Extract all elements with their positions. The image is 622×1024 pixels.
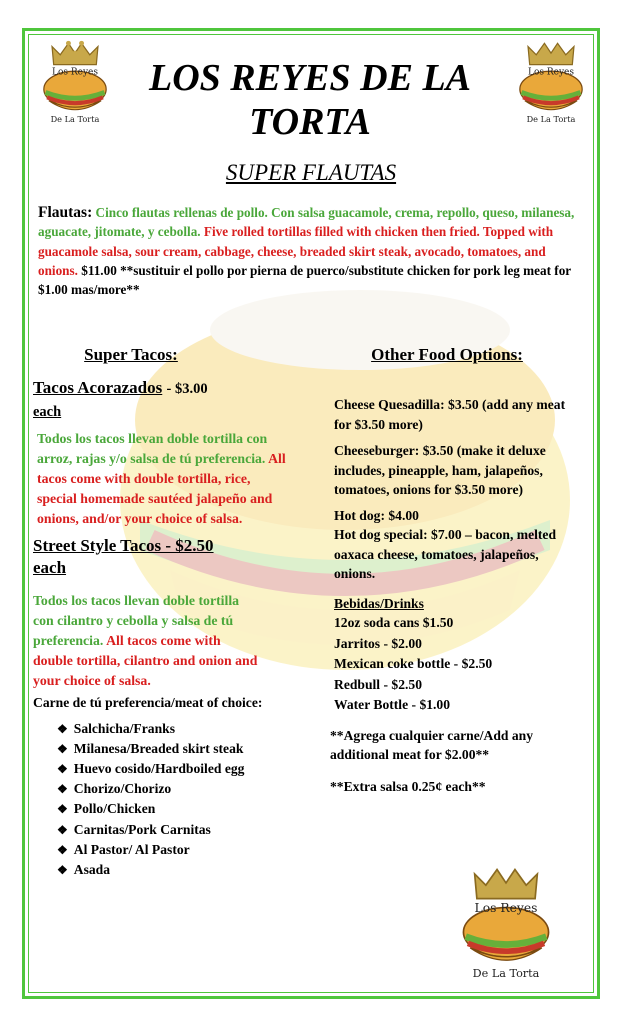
list-item: ❖ Carnitas/Pork Carnitas <box>57 820 293 840</box>
add-meat-note: **Agrega cualquier carne/Add any additional meat for $2.00** <box>330 727 534 762</box>
list-item: Jarritos - $2.00 <box>334 635 422 651</box>
section-subtitle: SUPER FLAUTAS <box>225 160 397 185</box>
other-food-column <box>330 345 590 796</box>
acorazados-price: - $3.00 <box>166 381 208 397</box>
svg-text:Los Reyes: Los Reyes <box>474 901 538 916</box>
list-item: ❖ Salchicha/Franks <box>57 719 293 739</box>
logo-bottom-right <box>450 862 562 980</box>
logo-top-left <box>34 38 116 124</box>
acorazados-description <box>33 429 289 529</box>
street-heading <box>33 535 293 579</box>
super-tacos-heading: Super Tacos: <box>84 345 178 364</box>
svg-text:De La Torta: De La Torta <box>472 967 540 980</box>
flautas-price: $11.00 **sustituir el pollo por pierna de puerco/substitute chicken for pork leg meat for $1.00 mas/more** <box>38 262 571 298</box>
list-item: ❖ Milanesa/Breaded skirt steak <box>57 739 293 759</box>
flautas-english: Five rolled tortillas filled with chicken then fried. Topped with guacamole salsa, sour cream, cabbage, cheese, breaded skirt steak, avocado, tomatoes, and onions. <box>38 224 554 278</box>
street-name: Street Style Tacos - $2.50 <box>33 536 214 555</box>
extra-salsa-note: **Extra salsa 0.25¢ each** <box>330 778 486 794</box>
list-item: ❖ Pollo/Chicken <box>57 799 293 819</box>
list-item: 12oz soda cans $1.50 <box>334 615 454 630</box>
logo-text-bottom: De La Torta <box>50 114 100 124</box>
acorazados-name: Tacos Acorazados <box>33 378 163 397</box>
super-tacos-column <box>33 345 293 880</box>
drinks-heading: Bebidas/Drinks <box>334 595 424 611</box>
logo-top-right <box>510 38 592 124</box>
street-description <box>33 591 261 691</box>
page-title: LOS REYES DE LA TORTA <box>148 57 472 143</box>
flautas-description <box>38 203 584 299</box>
meat-intro: Carne de tú preferencia/meat of choice: <box>33 695 263 710</box>
street-english: All tacos come with double tortilla, cilantro and onion and your choice of salsa. <box>33 633 258 688</box>
street-spanish: Todos los tacos llevan doble tortilla con cilantro y cebolla y salsa de tú preferencia. <box>33 593 240 648</box>
list-item: Water Bottle - $1.00 <box>334 697 451 712</box>
flautas-spanish: Cinco flautas rellenas de pollo. Con salsa guacamole, crema, repollo, queso, milanesa, aguacate, jitomate, y cebolla. <box>38 205 575 240</box>
drinks-list <box>330 613 590 716</box>
acorazados-english: All tacos come with double tortilla, rice, special homemade sautéed jalapeño and onions, and/or your choice of salsa. <box>37 451 286 526</box>
quesadilla-item: Cheese Quesadilla: $3.50 (add any meat for $3.50 more) <box>334 397 566 432</box>
meat-list <box>33 719 293 881</box>
list-item: ❖ Chorizo/Chorizo <box>57 779 293 799</box>
acorazados-each: each <box>33 404 62 420</box>
acorazados-heading <box>33 377 293 423</box>
svg-text:Los Reyes: Los Reyes <box>527 67 575 78</box>
logo-text-top: Los Reyes <box>51 67 99 78</box>
list-item: ❖ Al Pastor/ Al Pastor <box>57 840 293 860</box>
cheeseburger-item: Cheeseburger: $3.50 (make it deluxe includes, pineapple, ham, jalapeños, tomatoes, onions for $3.50 more) <box>334 443 546 497</box>
other-food-heading: Other Food Options: <box>371 345 523 364</box>
list-item: ❖ Huevo cosido/Hardboiled egg <box>57 759 293 779</box>
hotdog-item: Hot dog: $4.00 <box>334 507 419 523</box>
street-each: each <box>33 558 67 577</box>
acorazados-spanish: Todos los tacos llevan doble tortilla con arroz, rajas y/o salsa de tú preferencia. <box>37 431 268 466</box>
list-item: Redbull - $2.50 <box>334 676 422 692</box>
svg-text:De La Torta: De La Torta <box>526 114 576 124</box>
list-item: Mexican coke bottle - $2.50 <box>334 656 493 671</box>
flautas-label: Flautas: <box>38 204 93 221</box>
list-item: ❖ Asada <box>57 860 293 880</box>
hotdog-special-item: Hot dog special: $7.00 – bacon, melted oaxaca cheese, tomatoes, jalapeños, onions. <box>334 527 557 581</box>
